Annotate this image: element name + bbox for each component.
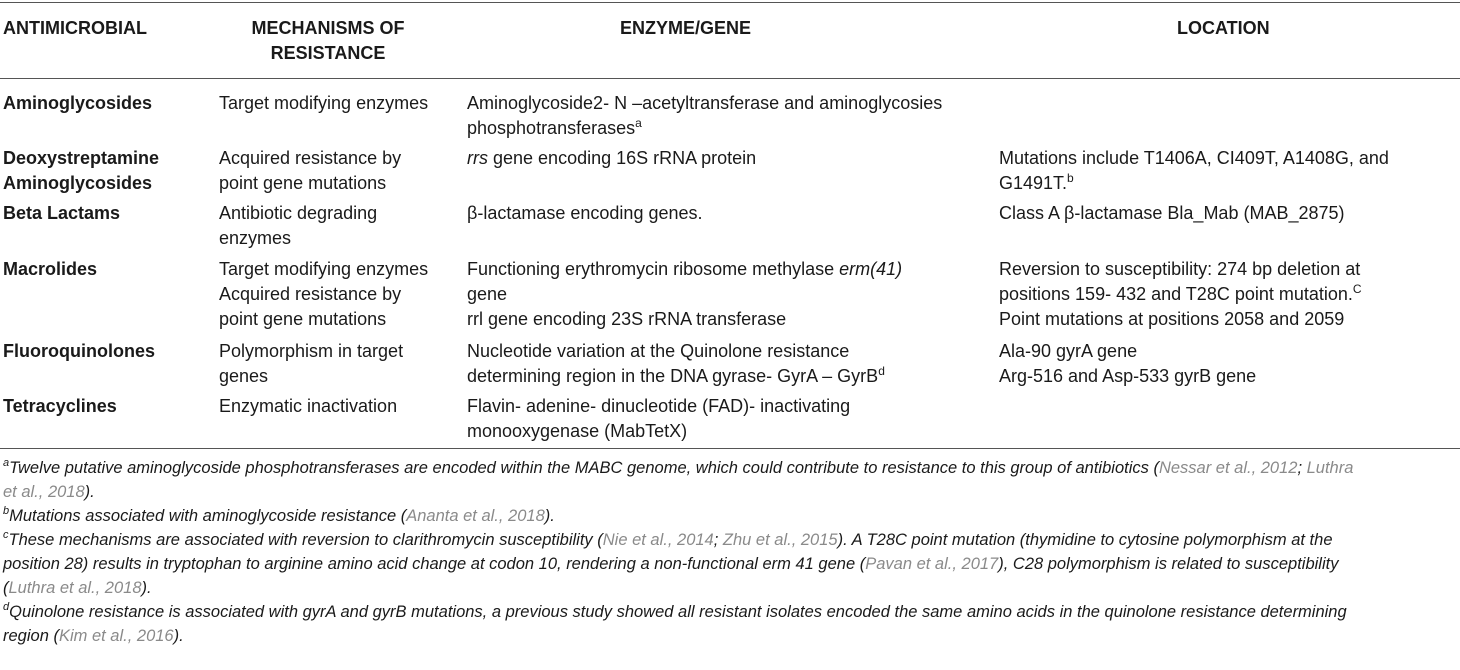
- footnote-d-marker: d: [3, 601, 10, 613]
- mechanism-line-2: Acquired resistance by: [219, 284, 402, 304]
- location-line-1: Reversion to susceptibility: 274 bp deletion at: [999, 259, 1361, 279]
- table-bottom-rule: [0, 448, 1460, 449]
- footnote-d-end: ).: [173, 627, 184, 645]
- footnote-c: [3, 528, 1457, 600]
- cell-mechanism: [219, 201, 459, 251]
- cell-mechanism: [219, 257, 459, 332]
- cell-mechanism: [219, 146, 459, 196]
- antimicrobial-line-2: Aminoglycosides: [3, 173, 153, 193]
- citation-separator: ;: [1297, 459, 1307, 477]
- location-line-1: Ala-90 gyrA gene: [999, 341, 1138, 361]
- enzyme-line-1: Nucleotide variation at the Quinolone resistance: [467, 341, 850, 361]
- cell-enzyme-gene: [467, 339, 987, 389]
- mechanism-line-1: Antibiotic degrading: [219, 203, 378, 223]
- footnote-d-line-1: [3, 600, 1457, 624]
- enzyme-line-1-text: gene encoding 16S rRNA protein: [488, 148, 757, 168]
- footnote-marker-a: a: [635, 116, 642, 130]
- footnote-b-text: Mutations associated with aminoglycoside resistance (: [9, 507, 407, 525]
- footnote-b: [3, 504, 1457, 528]
- cell-enzyme-gene: [467, 257, 987, 332]
- cell-antimicrobial: Macrolides: [3, 259, 98, 279]
- cell-location: [999, 339, 1457, 389]
- header-enzyme-gene: ENZYME/GENE: [620, 18, 752, 38]
- location-line-3: Point mutations at positions 2058 and 2059: [999, 309, 1345, 329]
- enzyme-line-1: Flavin- adenine- dinucleotide (FAD)- inactivating: [467, 396, 851, 416]
- footnote-a-text: Twelve putative aminoglycoside phosphotransferases are encoded within the MABC genome, which could contribute to resistance to this group of antibiotics (: [9, 459, 1159, 477]
- enzyme-line-2-text: determining region in the DNA gyrase- GyrA – GyrB: [467, 366, 879, 386]
- mechanism-line-1: Target modifying enzymes: [219, 259, 429, 279]
- footnote-b-line-1: [3, 504, 1457, 528]
- enzyme-line-1: [467, 257, 987, 282]
- cell-mechanism: Target modifying enzymes: [219, 93, 429, 113]
- location-line-2: [999, 171, 1457, 196]
- header-mechanisms-line-2: RESISTANCE: [270, 43, 386, 63]
- footnote-b-marker: b: [3, 505, 10, 517]
- mechanism-line-2: genes: [219, 366, 269, 386]
- gene-name-rrs: rrs: [467, 148, 488, 168]
- footnote-c-line-2: [3, 552, 1457, 576]
- cell-location: [999, 146, 1457, 196]
- citation-link[interactable]: et al., 2018: [3, 483, 85, 501]
- location-line-2: Arg-516 and Asp-533 gyrB gene: [999, 366, 1257, 386]
- header-mechanisms-of-resistance: [248, 16, 408, 66]
- footnote-d-text-2: region (: [3, 627, 59, 645]
- table-top-rule: [0, 2, 1460, 3]
- footnote-c-marker: c: [3, 529, 9, 541]
- footnote-a-line-2: [3, 480, 1457, 504]
- enzyme-line-1: Aminoglycoside2- N –acetyltransferase and aminoglycosies: [467, 93, 943, 113]
- footnote-d-text: Quinolone resistance is associated with gyrA and gyrB mutations, a previous study showed all resistant isolates encoded the same amino acids in the quinolone resistance determining: [9, 603, 1347, 621]
- cell-antimicrobial: Tetracyclines: [3, 396, 117, 416]
- enzyme-line-2: [467, 116, 987, 141]
- enzyme-line-1-text: Functioning erythromycin ribosome methylase: [467, 259, 840, 279]
- location-line-2: [999, 282, 1457, 307]
- footnote-marker-d: d: [878, 364, 885, 378]
- enzyme-line-2: [467, 364, 987, 389]
- cell-antimicrobial: Aminoglycosides: [3, 93, 153, 113]
- footnote-c-end: ).: [141, 579, 152, 597]
- gene-name-erm41: erm(41): [839, 259, 903, 279]
- location-line-2-text: positions 159- 432 and T28C point mutation.: [999, 284, 1353, 304]
- header-mechanisms-line-1: MECHANISMS OF: [251, 18, 405, 38]
- table-header-rule: [0, 78, 1460, 79]
- enzyme-line-2: gene: [467, 284, 508, 304]
- citation-link[interactable]: Ananta et al., 2018: [406, 507, 545, 525]
- cell-antimicrobial: [3, 146, 208, 196]
- header-antimicrobial: ANTIMICROBIAL: [3, 18, 147, 38]
- enzyme-line-2-text: phosphotransferases: [467, 118, 636, 138]
- footnote-c-line-1: [3, 528, 1457, 552]
- location-line-1: Mutations include T1406A, CI409T, A1408G, and: [999, 148, 1389, 168]
- cell-mechanism: Enzymatic inactivation: [219, 396, 398, 416]
- footnote-a: [3, 456, 1457, 504]
- cell-enzyme-gene: [467, 394, 987, 444]
- footnote-c-text-cont: ). A T28C point mutation (thymidine to cytosine polymorphism at the: [837, 531, 1333, 549]
- footnote-a-end: ).: [84, 483, 95, 501]
- footnote-c-text-2: position 28) results in tryptophan to arginine amino acid change at codon 10, rendering a non-functional erm 41 gene (: [3, 555, 866, 573]
- cell-location: Class A β-lactamase Bla_Mab (MAB_2875): [999, 203, 1345, 223]
- citation-link[interactable]: Pavan et al., 2017: [865, 555, 999, 573]
- footnote-a-marker: a: [3, 457, 10, 469]
- footnote-c-line-3: [3, 576, 1457, 600]
- footnote-b-end: ).: [544, 507, 555, 525]
- citation-link[interactable]: Luthra et al., 2018: [8, 579, 142, 597]
- footnote-d: [3, 600, 1457, 648]
- footnote-a-line-1: [3, 456, 1457, 480]
- citation-link[interactable]: Nessar et al., 2012: [1158, 459, 1298, 477]
- citation-link[interactable]: Luthra: [1306, 459, 1354, 477]
- cell-enzyme-gene: [467, 146, 987, 171]
- enzyme-line-1: [467, 146, 987, 171]
- cell-enzyme-gene: [467, 91, 987, 141]
- mechanism-line-1: Acquired resistance by: [219, 148, 402, 168]
- antimicrobial-line-1: Deoxystreptamine: [3, 148, 160, 168]
- cell-mechanism: [219, 339, 459, 389]
- header-location: LOCATION: [1177, 18, 1270, 38]
- citation-link[interactable]: Nie et al., 2014: [602, 531, 714, 549]
- table-footnotes: [3, 456, 1457, 648]
- footnote-c-open: (: [3, 579, 9, 597]
- mechanism-line-2: point gene mutations: [219, 173, 387, 193]
- citation-link[interactable]: Kim et al., 2016: [58, 627, 174, 645]
- citation-separator: ;: [713, 531, 723, 549]
- enzyme-line-3: rrl gene encoding 23S rRNA transferase: [467, 309, 787, 329]
- mechanism-line-2: enzymes: [219, 228, 292, 248]
- mechanism-line-1: Polymorphism in target: [219, 341, 404, 361]
- location-line-2-text: G1491T.: [999, 173, 1068, 193]
- mechanism-line-3: point gene mutations: [219, 309, 387, 329]
- enzyme-line-2: monooxygenase (MabTetX): [467, 421, 688, 441]
- cell-antimicrobial: Beta Lactams: [3, 203, 121, 223]
- footnote-c-text-2-end: ), C28 polymorphism is related to susceptibility: [998, 555, 1339, 573]
- cell-enzyme-gene: β-lactamase encoding genes.: [467, 203, 703, 223]
- citation-link[interactable]: Zhu et al., 2015: [722, 531, 838, 549]
- footnote-d-line-2: [3, 624, 1457, 648]
- footnote-c-text: These mechanisms are associated with reversion to clarithromycin susceptibility (: [8, 531, 603, 549]
- footnote-marker-c: C: [1352, 282, 1362, 296]
- cell-antimicrobial: Fluoroquinolones: [3, 341, 155, 361]
- footnote-marker-b: b: [1067, 171, 1074, 185]
- cell-location: [999, 257, 1457, 332]
